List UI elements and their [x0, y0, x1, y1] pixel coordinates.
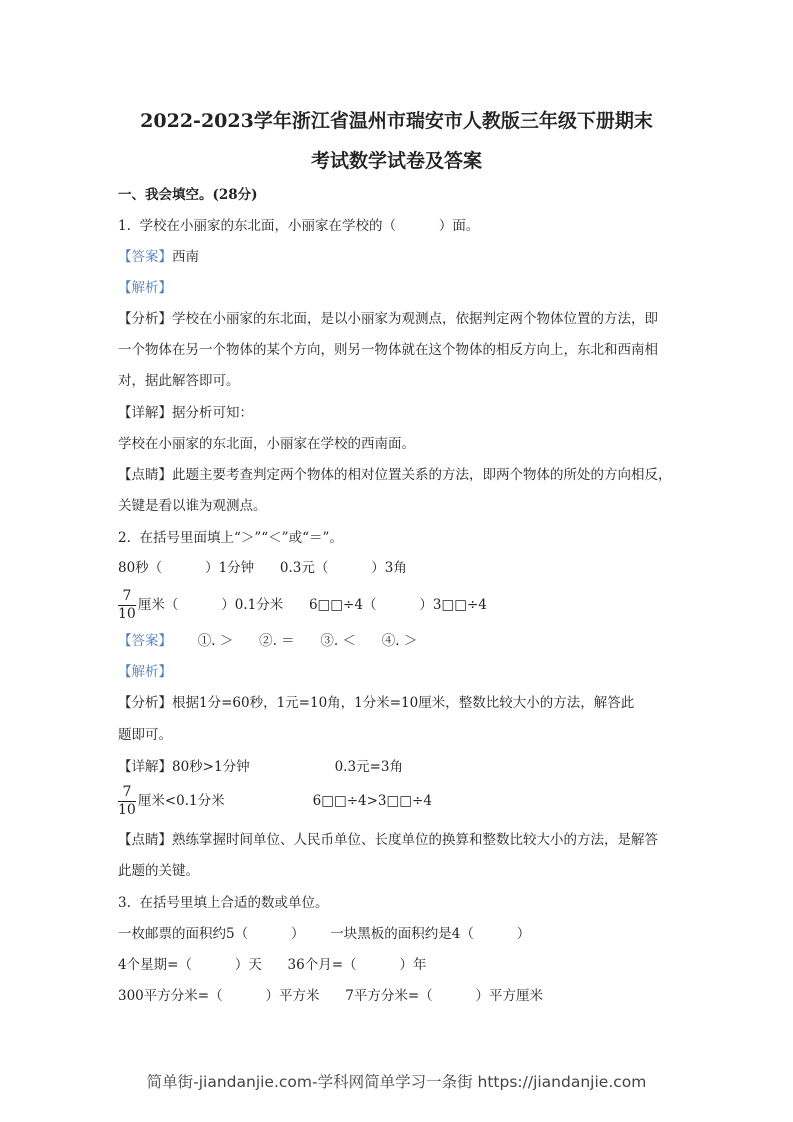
- q2-xiangjie: [118, 758, 403, 776]
- q1-xiangjie-2: 学校在小丽家的东北面，小丽家在学校的西南面。: [118, 436, 415, 452]
- q1-xiangjie: [118, 404, 253, 422]
- jiexi-tag: 【解析】: [118, 280, 172, 296]
- fraction-numerator: 7: [118, 588, 136, 606]
- fenxi-tag: 【分析】: [118, 695, 172, 711]
- q2-row1: 80秒（ ）1分钟 0.3元（ ）3角: [118, 560, 407, 576]
- q3-row: 300平方分米=（ ）平方米 7平方分米=（ ）平方厘米: [118, 988, 544, 1004]
- answer-tag: 【答案】: [118, 249, 172, 265]
- q1-answer: [118, 248, 199, 266]
- q3-row: 一枚邮票的面积约5（ ） 一块黑板的面积约是4（ ）: [118, 926, 531, 942]
- xiangjie-text-b: 0.3元=3角: [334, 759, 403, 775]
- document-title: 2022-2023学年浙江省温州市瑞安市人教版三年级下册期末: [140, 110, 653, 132]
- dianjing-tag: 【点睛】: [118, 467, 172, 483]
- fraction-denominator: 10: [118, 802, 136, 818]
- fenxi-text: 根据1分=60秒，1元=10角，1分米=10厘米，整数比较大小的方法，解答此: [172, 695, 635, 711]
- q1-dianjing-2: 关键是看以谁为观测点。: [118, 498, 267, 514]
- answer-text: 西南: [172, 249, 199, 265]
- q3-question: 3. 在括号里填上合适的数或单位。: [118, 895, 329, 911]
- q2-dianjing-2: 此题的关键。: [118, 863, 199, 879]
- q2-dianjing: [118, 831, 658, 849]
- q2-detail: [118, 784, 432, 819]
- q2-fenxi: [118, 694, 634, 712]
- xiangjie-tag: 【详解】: [118, 759, 172, 775]
- answer-tag: 【答案】: [118, 633, 172, 649]
- jiexi-tag: 【解析】: [118, 664, 172, 680]
- q3-row: 4个星期=（ ）天 36个月=（ ）年: [118, 957, 427, 973]
- fraction-denominator: 10: [118, 606, 136, 622]
- q1-fenxi-2: 一个物体在另一个物体的某个方向，则另一物体就在这个物体的相反方向上，东北和西南相: [118, 342, 658, 358]
- fraction: [118, 784, 136, 819]
- fenxi-text: 学校在小丽家的东北面，是以小丽家为观测点，依据判定两个物体位置的方法，即: [172, 311, 658, 327]
- section-heading: 一、我会填空。(28分): [118, 187, 258, 203]
- q1-fenxi-3: 对，据此解答即可。: [118, 373, 240, 389]
- q2-row2: [118, 588, 487, 623]
- q2-fenxi-2: 题即可。: [118, 727, 172, 743]
- document-title-line2: 考试数学试卷及答案: [310, 150, 482, 172]
- detail-b: 6□□÷4>3□□÷4: [312, 793, 432, 809]
- answer-text: ①. ＞ ②. ＝ ③. ＜ ④. ＞: [172, 633, 418, 649]
- q1-fenxi: [118, 310, 658, 328]
- q2-answer: [118, 632, 417, 650]
- q1-question: 1. 学校在小丽家的东北面，小丽家在学校的（ ）面。: [118, 218, 480, 234]
- footer-watermark: 简单街-jiandanjie.com-学科网简单学习一条街 https://jiandanjie.com: [146, 1073, 647, 1091]
- dianjing-text: 此题主要考查判定两个物体的相对位置关系的方法，即两个物体的所处的方向相反，: [172, 467, 672, 483]
- detail-a: 厘米<0.1分米: [137, 793, 225, 809]
- q2-question: 2. 在括号里面填上“＞”“＜”或“＝”。: [118, 530, 343, 546]
- fraction: [118, 588, 136, 623]
- xiangjie-text: 80秒>1分钟: [172, 759, 250, 775]
- xiangjie-text: 据分析可知：: [172, 405, 253, 421]
- dianjing-tag: 【点睛】: [118, 832, 172, 848]
- fraction-numerator: 7: [118, 784, 136, 802]
- dianjing-text: 熟练掌握时间单位、人民币单位、长度单位的换算和整数比较大小的方法，是解答: [172, 832, 658, 848]
- fenxi-tag: 【分析】: [118, 311, 172, 327]
- row-text: 厘米（ ）0.1分米 6□□÷4（ ）3□□÷4: [137, 597, 487, 613]
- xiangjie-tag: 【详解】: [118, 405, 172, 421]
- q1-dianjing: [118, 466, 672, 484]
